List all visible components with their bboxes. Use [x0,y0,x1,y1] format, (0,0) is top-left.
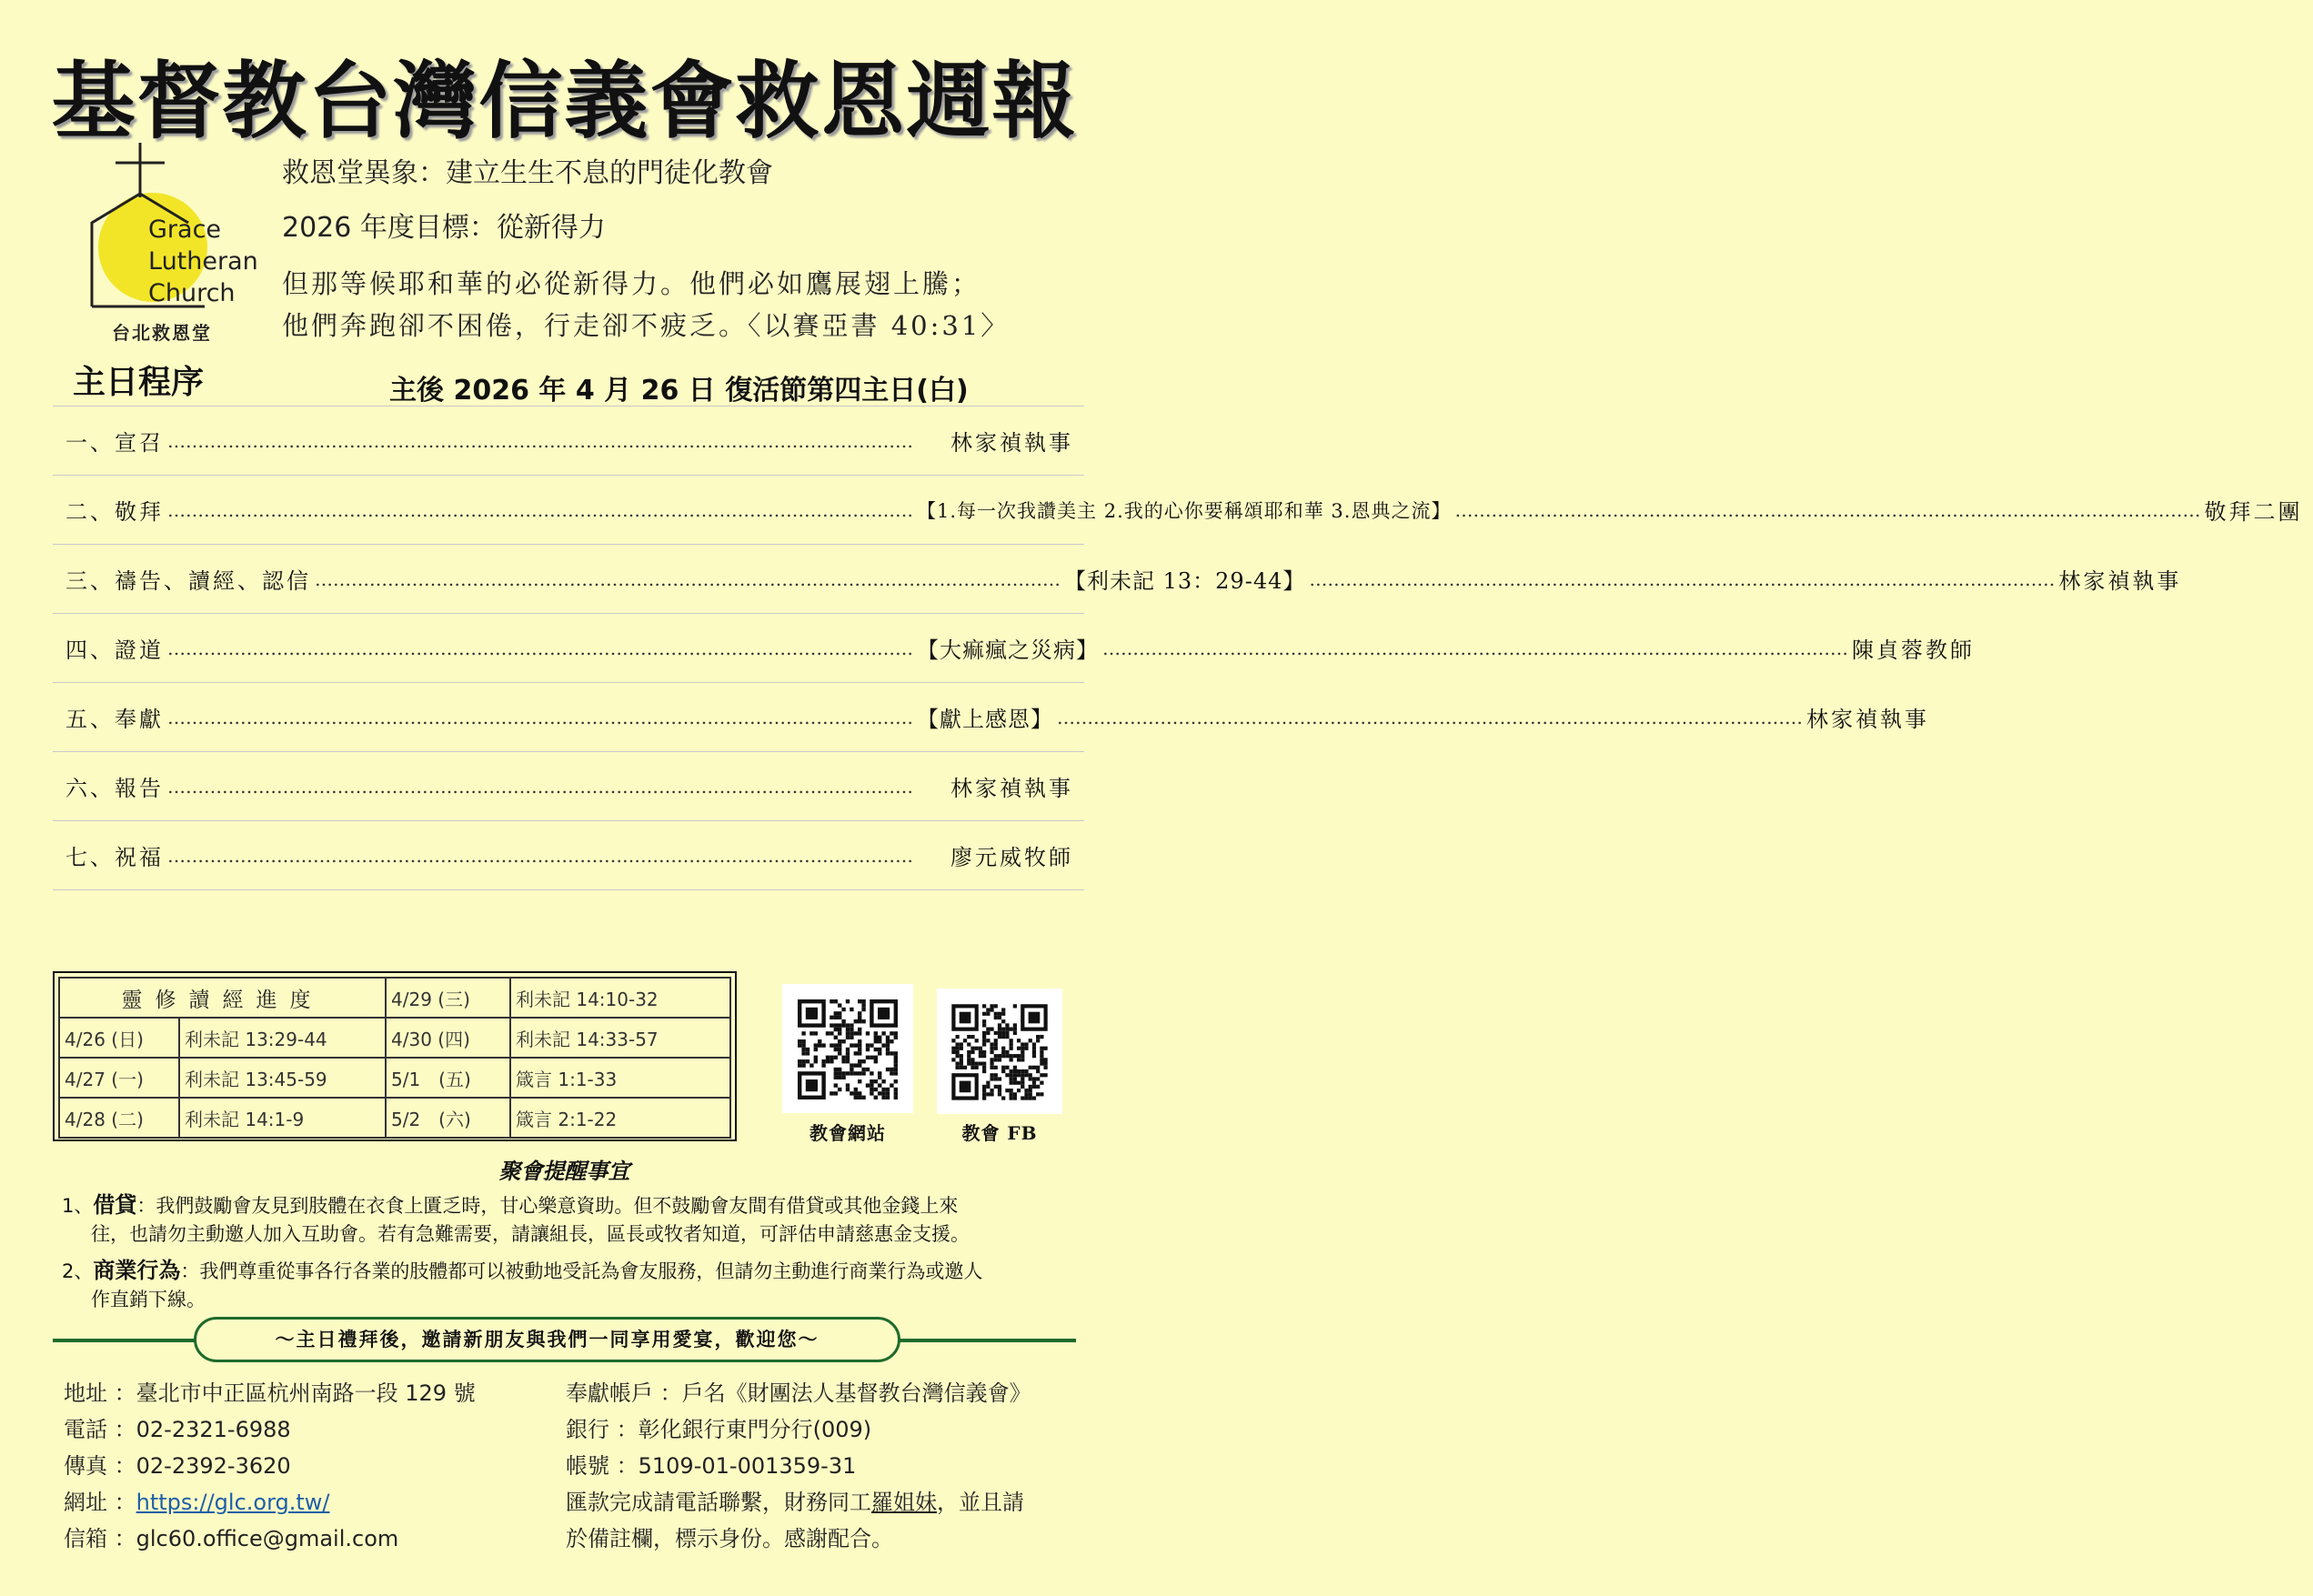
reading-date: 5/2 (六) [386,1098,510,1138]
leader-dots: …………………………………………………………………………………………………………… [167,498,913,521]
leader-dots: …………………………………………………………………………………………………………… [1309,567,2056,590]
program-item-detail: 【大痲瘋之災病】 [917,637,1099,663]
reminder-number: 1、 [62,1195,94,1217]
reading-date: 4/28 (二) [59,1098,179,1138]
program-item-person: 林家禎執事 [950,430,1073,456]
reminder-text: ：我們鼓勵會友見到肢體在衣食上匱乏時，甘心樂意資助。但不鼓勵會友間有借貸或其他金錢上來 [136,1195,959,1217]
logo-church: Church [148,279,236,307]
offering-note-text: ，並且請 [937,1490,1024,1515]
reminder-number: 2、 [62,1260,94,1282]
program-item-label: 四、證道 [65,637,164,663]
website-prefix: 網址 ： [64,1490,136,1515]
leader-dots: …………………………………………………………………………………………………………… [167,637,913,659]
reminder-loans [62,1191,1081,1249]
program-item [53,682,1929,751]
program-item [53,820,1084,890]
reading-date: 5/1 (五) [386,1058,510,1098]
reminder-key: 借貸 [93,1192,137,1218]
reminder-text: ：我們尊重從事各行各業的肢體都可以被動地受託為會友服務，但請勿主動進行商業行為或邀人 [180,1260,983,1282]
program-item [53,751,1084,820]
program-item-person: 林家禎執事 [2058,568,2182,594]
leader-dots: …………………………………………………………………………………………………………… [1057,706,1803,728]
leader-dots: …………………………………………………………………………………………………………… [167,844,913,867]
offering-note-text: 匯款完成請電話聯繫，財務同工 [566,1490,871,1515]
reading-date: 4/27 (一) [59,1058,179,1098]
address: 地址 ：臺北市中正區杭州南路一段 129 號 [64,1380,476,1406]
leader-dots: …………………………………………………………………………………………………………… [315,567,1061,590]
facebook-qr-code[interactable] [937,989,1062,1114]
program-item [53,544,2182,613]
reminder-text: 作直銷下線。 [91,1289,206,1310]
offering-bank: 銀行 ：彰化銀行東門分行(009) [566,1417,872,1442]
vision-statement: 救恩堂異象：建立生生不息的門徒化教會 [282,157,773,189]
program-item-person: 陳貞蓉教師 [1852,637,1975,663]
reading-passage: 利未記 13:29-44 [179,1018,386,1058]
facebook-qr-label: 教會 FB [961,1122,1038,1144]
leader-dots: …………………………………………………………………………………………………………… [1102,637,1848,659]
leader-dots: …………………………………………………………………………………………………………… [167,706,913,728]
program-item [53,613,1975,682]
program-item-person: 林家禎執事 [950,776,1073,801]
reading-heading: 靈修讀經進度 [59,978,386,1018]
leader-dots: …………………………………………………………………………………………………………… [167,429,913,452]
website-row [64,1484,476,1521]
program-item-label: 六、報告 [65,776,164,801]
program-item [53,406,1084,475]
finance-contact-name: 羅姐妹 [871,1490,937,1515]
verse-line-2: 他們奔跑卻不困倦，行走卻不疲乏。〈以賽亞書 40:31〉 [282,310,1011,341]
bulletin-title: 基督教台灣信義會救恩週報 [51,53,1078,150]
program-item-label: 七、祝福 [65,845,164,870]
program-item-label: 三、禱告、讀經、認信 [65,568,311,594]
offering-note [566,1484,1031,1521]
offering-number: 帳號 ：5109-01-001359-31 [566,1453,857,1479]
logo-lutheran: Lutheran [148,247,258,276]
reminders-title: 聚會提醒事宜 [498,1159,630,1184]
program-item-detail: 【獻上感恩】 [917,707,1053,732]
fax: 傳真 ：02-2392-3620 [64,1453,291,1479]
website-qr-code[interactable] [782,984,913,1113]
reminder-business [62,1257,1081,1314]
service-date: 主後 2026 年 4 月 26 日 復活節第四主日(白) [389,375,969,407]
reading-date: 4/29 (三) [386,978,510,1018]
offering-info [566,1375,1031,1557]
contact-info [64,1375,476,1557]
offering-account: 奉獻帳戶 ：戶名《財團法人基督教台灣信義會》 [566,1380,1031,1406]
program-heading: 主日程序 [73,364,205,401]
program-item-detail: 【1.每一次我讚美主 2.我的心你要稱頌耶和華 3.恩典之流】 [917,499,1452,522]
leader-dots: …………………………………………………………………………………………………………… [167,775,913,798]
reading-date: 4/30 (四) [386,1018,510,1058]
website-qr-label: 教會網站 [810,1122,886,1144]
reading-passage: 箴言 2:1-22 [510,1098,730,1138]
program-item-person: 敬拜二團 [2204,499,2303,525]
program-item [53,475,2303,544]
church-logo [86,141,268,346]
program-item-person: 廖元威牧師 [950,845,1073,870]
logo-grace: Grace [148,216,222,244]
year-goal: 2026 年度目標：從新得力 [282,212,606,244]
reminder-key: 商業行為 [93,1258,181,1283]
reading-passage: 利未記 13:45-59 [179,1058,386,1098]
website-link[interactable]: https://glc.org.tw/ [136,1490,330,1515]
program-item-label: 五、奉獻 [65,707,164,732]
reading-passage: 利未記 14:10-32 [510,978,730,1018]
leader-dots: …………………………………………………………………………………………………………… [1454,498,2201,521]
verse-line-1: 但那等候耶和華的必從新得力。他們必如鷹展翅上騰； [282,268,981,299]
reading-passage: 利未記 14:1-9 [179,1098,386,1138]
reminder-text: 往，也請勿主動邀人加入互助會。若有急難需要，請讓組長，區長或牧者知道，可評估申請慈惠金支援。 [91,1223,970,1245]
welcome-banner: ～主日禮拜後，邀請新朋友與我們一同享用愛宴，歡迎您～ [194,1317,900,1362]
program-item-person: 林家禎執事 [1806,707,1929,732]
logo-chinese-name: 台北救恩堂 [112,322,212,344]
offering-note-2: 於備註欄，標示身份。感謝配合。 [566,1526,893,1551]
program-item-label: 二、敬拜 [65,499,164,525]
reading-date: 4/26 (日) [59,1018,179,1058]
program-item-label: 一、宣召 [65,430,164,456]
phone: 電話 ：02-2321-6988 [64,1417,291,1442]
bible-reading-schedule [53,971,737,1141]
reading-passage: 箴言 1:1-33 [510,1058,730,1098]
program-item-detail: 【利未記 13：29-44】 [1064,568,1306,594]
email: 信箱 ：glc60.office@gmail.com [64,1526,399,1551]
program-list [53,406,2303,890]
reading-passage: 利未記 14:33-57 [510,1018,730,1058]
